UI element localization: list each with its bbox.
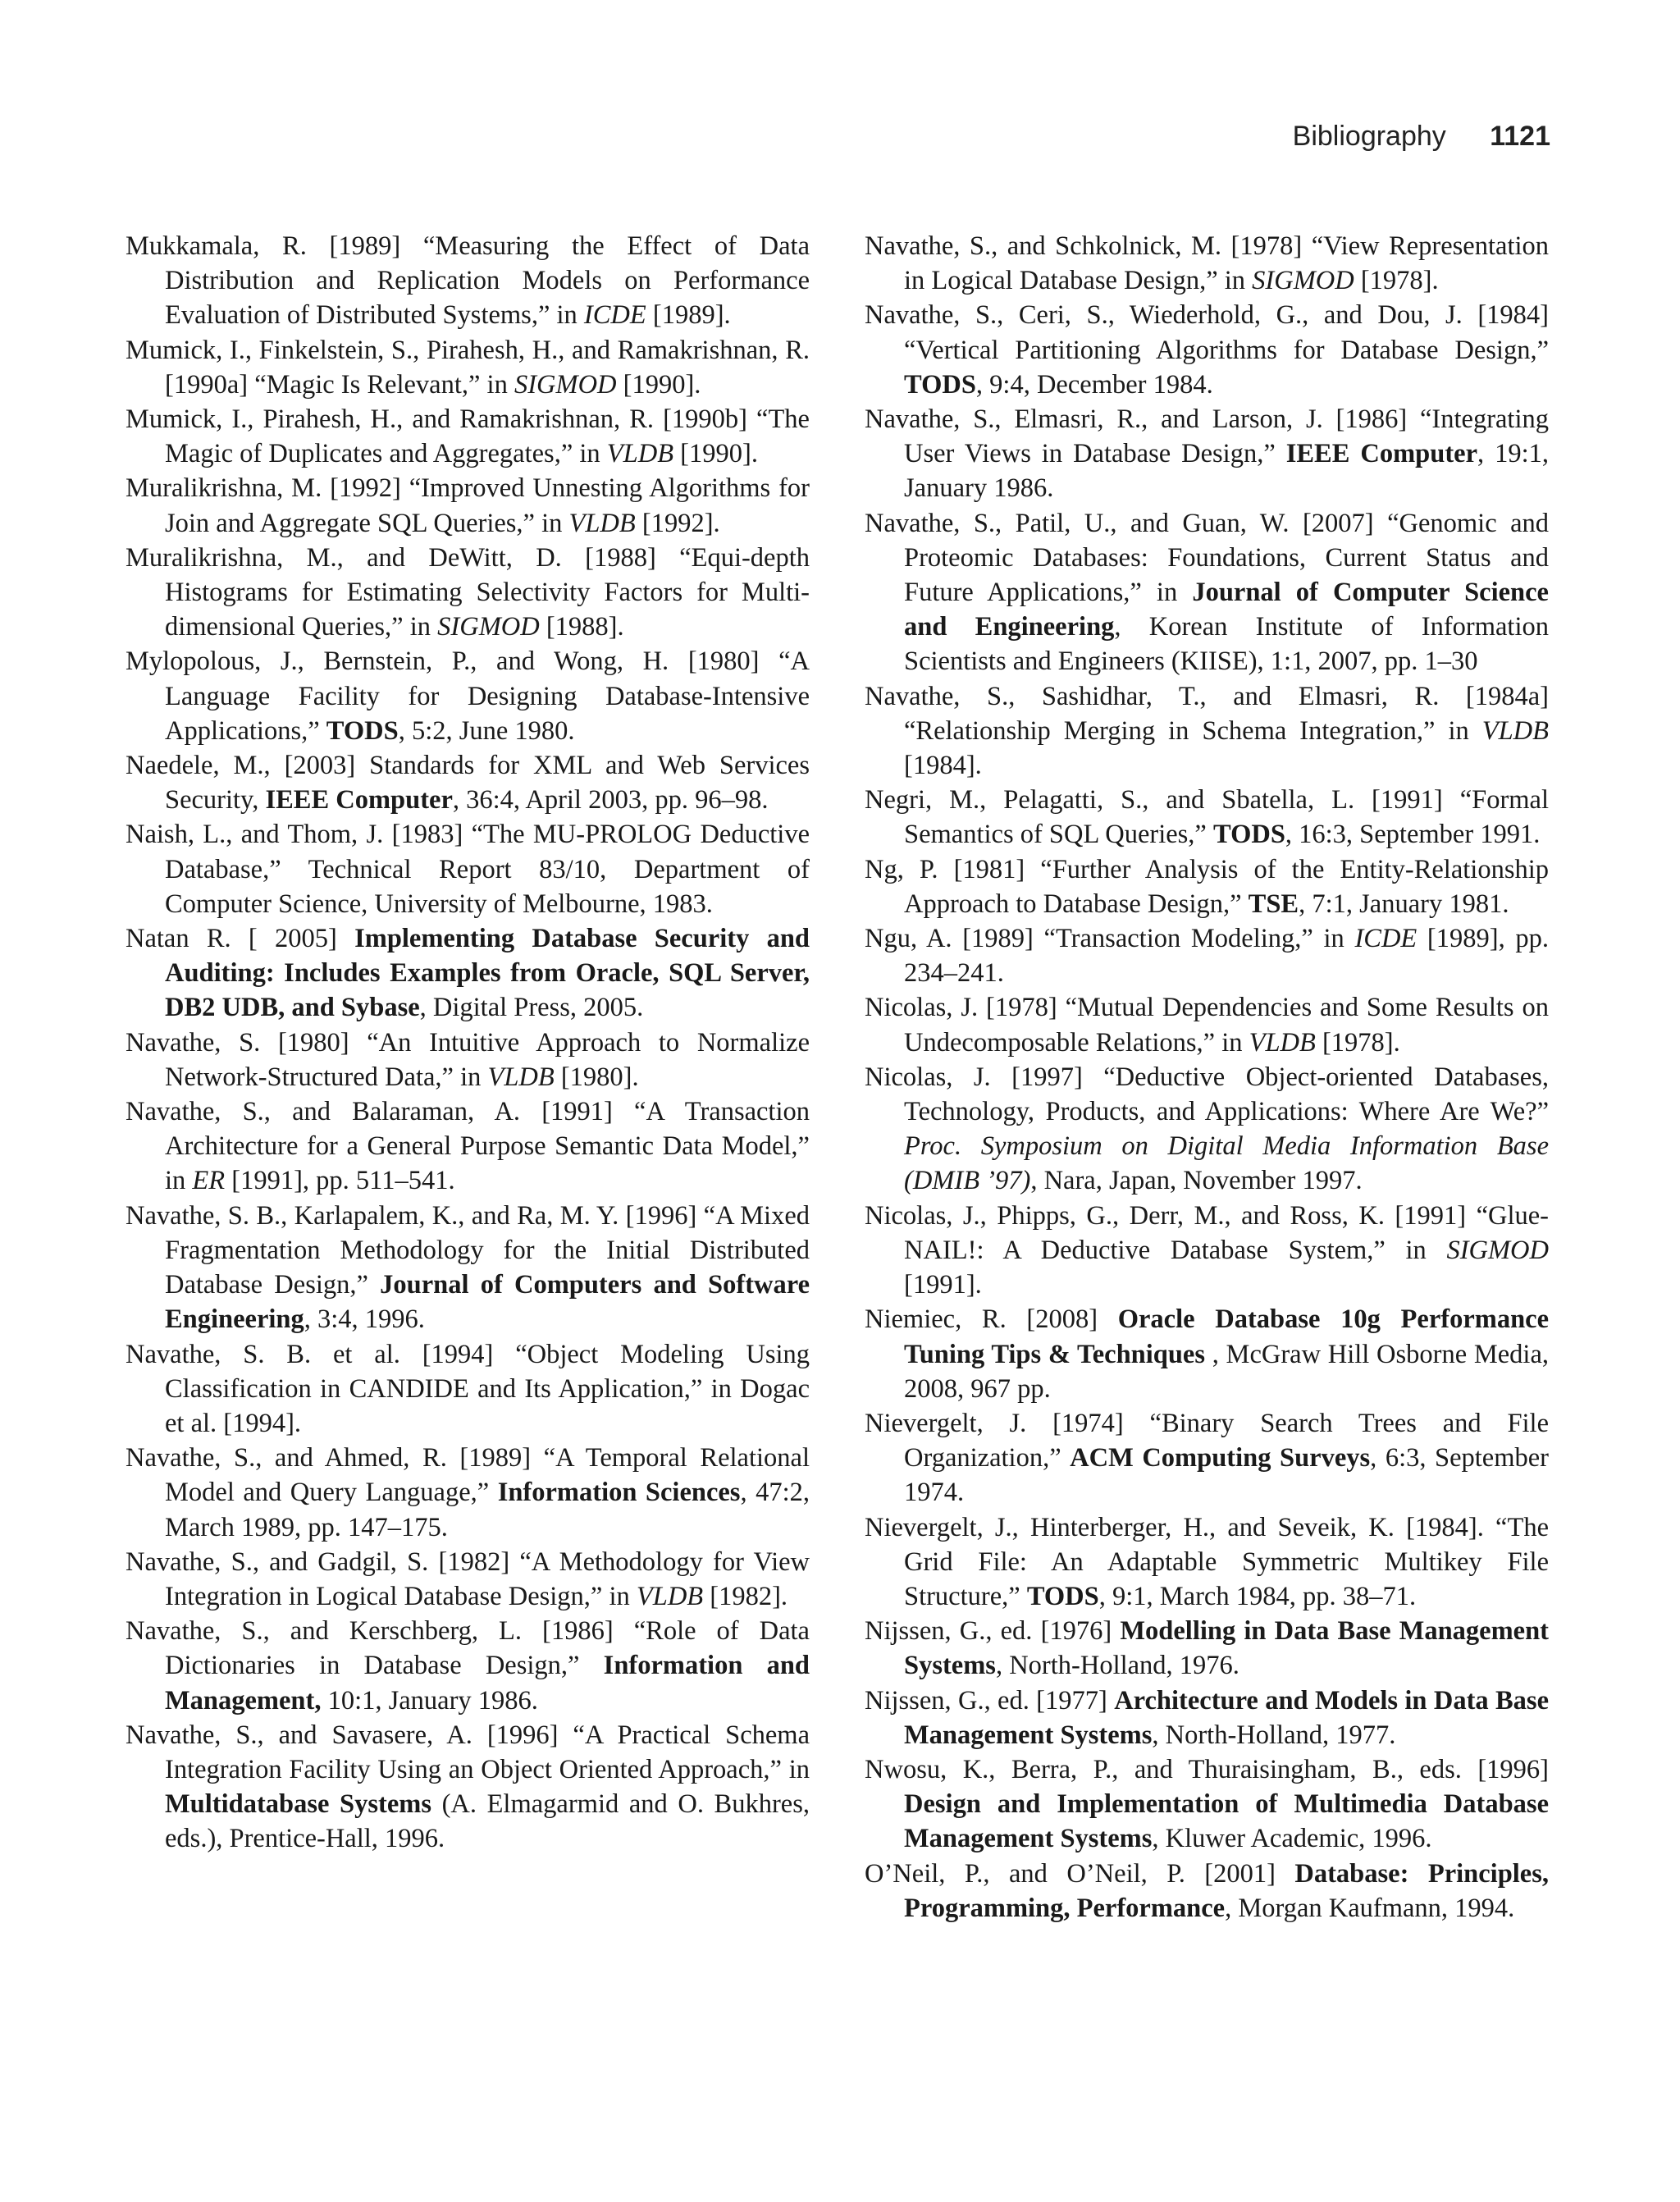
entry-text: Navathe, S. [1980] “An Intuitive Approach to Normalize Network-Structured Data,” in — [126, 1027, 810, 1092]
entry-bold-title: Journal of Computer Science and Engineering — [904, 578, 1549, 642]
entry-italic-venue: ICDE — [583, 300, 646, 331]
entry-text: Nwosu, K., Berra, P., and Thuraisingham, B., eds. [1996] — [865, 1754, 1549, 1784]
entry-text: Muralikrishna, M., and DeWitt, D. [1988] “Equi-depth Histograms for Estimating Selectivity Factors for Multi-dimensional Queries,” in — [126, 542, 810, 642]
entry-text: Niemiec, R. [2008] — [865, 1304, 1118, 1335]
entry-bold-title: TODS — [1212, 820, 1285, 850]
entry-text: Navathe, S., and Kerschberg, L. [1986] “Role of Data Dictionaries in Database Design,” — [126, 1616, 810, 1681]
entry-text: Navathe, S., Ceri, S., Wiederhold, G., and Dou, J. [1984] “Vertical Partitioning Algorithms for Database Design,” — [865, 300, 1549, 365]
entry-bold-title: Database: Principles, Programming, Performance — [904, 1858, 1550, 1923]
entry-text: [1984]. — [904, 751, 982, 781]
entry-bold-title: Information Sciences — [497, 1478, 741, 1508]
bibliography-entry — [126, 333, 810, 402]
bibliography-entry — [126, 1026, 810, 1094]
entry-text: , 5:2, June 1980. — [398, 715, 575, 746]
entry-text: , Kluwer Academic, 1996. — [1152, 1824, 1432, 1854]
bibliography-entry — [865, 1683, 1549, 1752]
bibliography-entry — [126, 229, 810, 333]
bibliography-entry — [126, 748, 810, 817]
entry-text: , Nara, Japan, November 1997. — [1030, 1166, 1363, 1196]
entry-text: [1978]. — [1315, 1027, 1400, 1058]
bibliography-entry — [865, 298, 1549, 402]
entry-text: , 7:1, January 1981. — [1299, 889, 1509, 919]
entry-text: Naedele, M., [2003] Standards for XML and Web Services Security, — [126, 751, 810, 815]
entry-text: Naish, L., and Thom, J. [1983] “The MU-PROLOG Deductive Database,” Technical Report 83/10, Department of Computer Science, University of Melbourne, 1983. — [126, 820, 810, 919]
section-title: Bibliography — [1292, 121, 1446, 152]
bibliography-entry — [126, 1094, 810, 1199]
entry-text: [1982]. — [703, 1581, 788, 1611]
bibliography-entry — [865, 402, 1549, 506]
bibliography-entry — [126, 1614, 810, 1718]
bibliography-column-left — [126, 229, 810, 1857]
entry-text: Nicolas, J. [1978] “Mutual Dependencies and Some Results on Undecomposable Relations,” in — [865, 993, 1549, 1058]
bibliography-entry — [865, 1614, 1549, 1683]
bibliography-entry — [126, 1545, 810, 1614]
bibliography-entry — [126, 471, 810, 540]
entry-italic-venue: VLDB — [606, 439, 674, 469]
entry-text: Navathe, S., and Ahmed, R. [1989] “A Temporal Relational Model and Query Language,” — [126, 1443, 810, 1508]
entry-italic-venue: SIGMOD — [1252, 266, 1354, 296]
bibliography-entry — [126, 1199, 810, 1337]
bibliography-entry — [865, 1752, 1549, 1857]
entry-bold-title: Multidatabase Systems — [165, 1789, 431, 1820]
entry-text: , 6:3, September 1974. — [904, 1443, 1550, 1508]
entry-text: Navathe, S., and Gadgil, S. [1982] “A Methodology for View Integration in Logical Database Design,” in — [126, 1546, 810, 1611]
entry-text: , 9:4, December 1984. — [975, 369, 1213, 400]
entry-text: [1992]. — [635, 508, 720, 538]
bibliography-entry — [865, 229, 1549, 298]
bibliography-entry — [126, 921, 810, 1026]
entry-italic-venue: SIGMOD — [1446, 1235, 1549, 1265]
entry-bold-title: TODS — [904, 369, 976, 400]
bibliography-entry — [126, 402, 810, 471]
entry-text: , Morgan Kaufmann, 1994. — [1225, 1893, 1515, 1923]
entry-text: Nicolas, J. [1997] “Deductive Object-oriented Databases, Technology, Products, and Applications: Where Are We?” — [865, 1062, 1549, 1127]
bibliography-column-right — [865, 229, 1549, 1926]
entry-text: Navathe, S. B., Karlapalem, K., and Ra, M. Y. [1996] “A Mixed Fragmentation Methodology for the Initial Distributed Database Design,” — [126, 1200, 810, 1300]
bibliography-entry — [865, 1199, 1549, 1303]
bibliography-entry — [865, 1060, 1549, 1199]
entry-italic-venue: VLDB — [1249, 1027, 1316, 1058]
entry-italic-venue: ER — [192, 1166, 226, 1196]
entry-text: Nievergelt, J., Hinterberger, H., and Seveik, K. [1984]. “The Grid File: An Adaptable Symmetric Multikey File Structure,” — [865, 1512, 1549, 1611]
entry-italic-venue: VLDB — [487, 1062, 555, 1092]
entry-text: Ngu, A. [1989] “Transaction Modeling,” in — [865, 924, 1355, 954]
entry-bold-title: Implementing Database Security and Auditing: Includes Examples from Oracle, SQL Server, DB2 UDB, and Sybase — [165, 924, 810, 1023]
entry-text: , 47:2, March 1989, pp. 147–175. — [165, 1478, 810, 1542]
entry-text: Navathe, S., Patil, U., and Guan, W. [2007] “Genomic and Proteomic Databases: Foundations, Current Status and Future Applications,” in — [865, 508, 1549, 608]
entry-text: Negri, M., Pelagatti, S., and Sbatella, L. [1991] “Formal Semantics of SQL Queries,” — [865, 785, 1549, 850]
bibliography-entry — [126, 644, 810, 748]
entry-italic-venue: VLDB — [568, 508, 636, 538]
entry-text: Mylopolous, J., Bernstein, P., and Wong, H. [1980] “A Language Facility for Designing Database-Intensive Applications,” — [126, 646, 810, 746]
bibliography-entry — [865, 921, 1549, 990]
entry-text: [1990]. — [616, 369, 701, 400]
entry-text: Navathe, S., Elmasri, R., and Larson, J. [1986] “Integrating User Views in Database Design,” — [865, 404, 1549, 469]
entry-text: 10:1, January 1986. — [321, 1685, 538, 1715]
entry-text: [1980]. — [554, 1062, 639, 1092]
entry-text: , North-Holland, 1976. — [995, 1651, 1239, 1681]
entry-text: , 9:1, March 1984, pp. 38–71. — [1098, 1581, 1417, 1611]
entry-text: [1989], pp. 234–241. — [904, 924, 1549, 989]
entry-bold-title: TODS — [1026, 1581, 1099, 1611]
bibliography-entry — [865, 1302, 1549, 1406]
entry-text: , 3:4, 1996. — [304, 1304, 425, 1335]
entry-text: Navathe, S., Sashidhar, T., and Elmasri, R. [1984a] “Relationship Merging in Schema Integration,” in — [865, 681, 1549, 746]
entry-text: , Korean Institute of Information Scientists and Engineers (KIISE), 1:1, 2007, pp. 1–30 — [904, 612, 1549, 677]
entry-italic-venue: SIGMOD — [514, 369, 617, 400]
entry-italic-venue: VLDB — [1481, 715, 1549, 746]
bibliography-entry — [865, 990, 1549, 1059]
entry-bold-title: ACM Computing Surveys — [1070, 1443, 1371, 1473]
entry-italic-venue: VLDB — [636, 1581, 704, 1611]
bibliography-entry — [865, 1406, 1549, 1510]
entry-text: , Digital Press, 2005. — [419, 993, 644, 1023]
entry-bold-title: Journal of Computers and Software Engineering — [165, 1270, 810, 1335]
entry-text: Nijssen, G., ed. [1977] — [865, 1685, 1115, 1715]
page-number: 1121 — [1490, 121, 1550, 152]
entry-text: , 36:4, April 2003, pp. 96–98. — [452, 785, 769, 815]
bibliography-entry — [865, 1510, 1549, 1615]
entry-text: [1991]. — [904, 1270, 982, 1300]
entry-text: , 19:1, January 1986. — [904, 439, 1550, 504]
bibliography-entry — [865, 1857, 1549, 1926]
entry-text: [1978]. — [1354, 266, 1439, 296]
entry-text: [1989]. — [646, 300, 731, 331]
entry-bold-title: Information and Management, — [165, 1651, 810, 1715]
bibliography-entry — [126, 1337, 810, 1441]
entry-text: Navathe, S., and Balaraman, A. [1991] “A Transaction Architecture for a General Purpose Semantic Data Model,” in — [126, 1097, 810, 1196]
bibliography-entry — [126, 817, 810, 921]
entry-text: , 16:3, September 1991. — [1285, 820, 1541, 850]
entry-bold-title: Architecture and Models in Data Base Management Systems — [904, 1685, 1549, 1750]
entry-bold-title: Oracle Database 10g Performance Tuning Tips & Techniques — [904, 1304, 1549, 1369]
entry-text: , McGraw Hill Osborne Media, 2008, 967 pp. — [904, 1339, 1550, 1404]
entry-italic-venue: Proc. Symposium on Digital Media Information Base (DMIB ’97) — [904, 1131, 1549, 1196]
bibliography-entry — [126, 1441, 810, 1545]
entry-text: Nicolas, J., Phipps, G., Derr, M., and Ross, K. [1991] “Glue-NAIL!: A Deductive Database System,” in — [865, 1200, 1549, 1265]
entry-text: O’Neil, P., and O’Neil, P. [2001] — [865, 1858, 1295, 1889]
bibliography-entry — [865, 783, 1549, 852]
bibliography-entry — [865, 679, 1549, 783]
bibliography-entry — [865, 506, 1549, 679]
entry-text: Navathe, S., and Savasere, A. [1996] “A Practical Schema Integration Facility Using an Object Oriented Approach,” in — [126, 1720, 810, 1784]
entry-bold-title: Design and Implementation of Multimedia Database Management Systems — [904, 1789, 1549, 1854]
entry-bold-title: Modelling in Data Base Management Systems — [904, 1616, 1550, 1681]
entry-text: Mukkamala, R. [1989] “Measuring the Effect of Data Distribution and Replication Models on Performance Evaluation of Distributed Systems,” in — [126, 231, 810, 331]
running-head — [1293, 120, 1550, 153]
entry-italic-venue: ICDE — [1354, 924, 1418, 954]
entry-text: Nievergelt, J. [1974] “Binary Search Trees and File Organization,” — [865, 1408, 1549, 1473]
entry-text: (A. Elmagarmid and O. Bukhres, eds.), Prentice-Hall, 1996. — [165, 1789, 810, 1854]
bibliography-entry — [865, 852, 1549, 921]
entry-text: Mumick, I., Finkelstein, S., Pirahesh, H., and Ramakrishnan, R. [1990a] “Magic Is Relevant,” in — [126, 335, 810, 400]
entry-text: Navathe, S., and Schkolnick, M. [1978] “View Representation in Logical Database Design,” in — [865, 231, 1549, 296]
entry-text: [1990]. — [673, 439, 758, 469]
bibliography-entry — [126, 541, 810, 645]
entry-bold-title: TSE — [1248, 889, 1299, 919]
entry-text: , North-Holland, 1977. — [1152, 1720, 1396, 1750]
entry-text: [1991], pp. 511–541. — [225, 1166, 455, 1196]
entry-text: Mumick, I., Pirahesh, H., and Ramakrishnan, R. [1990b] “The Magic of Duplicates and Aggregates,” in — [126, 404, 810, 469]
entry-text: [1988]. — [539, 612, 624, 642]
bibliography-entry — [126, 1718, 810, 1857]
entry-text: Ng, P. [1981] “Further Analysis of the Entity-Relationship Approach to Database Design,” — [865, 854, 1549, 919]
entry-bold-title: TODS — [326, 715, 399, 746]
entry-bold-title: IEEE Computer — [265, 785, 453, 815]
entry-text: Nijssen, G., ed. [1976] — [865, 1616, 1121, 1647]
entry-italic-venue: SIGMOD — [437, 612, 540, 642]
entry-text: Natan R. [ 2005] — [126, 924, 355, 954]
entry-text: Muralikrishna, M. [1992] “Improved Unnesting Algorithms for Join and Aggregate SQL Queries,” in — [126, 473, 810, 538]
entry-text: Navathe, S. B. et al. [1994] “Object Modeling Using Classification in CANDIDE and Its Application,” in Dogac et al. [1994]. — [126, 1339, 810, 1438]
entry-bold-title: IEEE Computer — [1285, 439, 1478, 469]
